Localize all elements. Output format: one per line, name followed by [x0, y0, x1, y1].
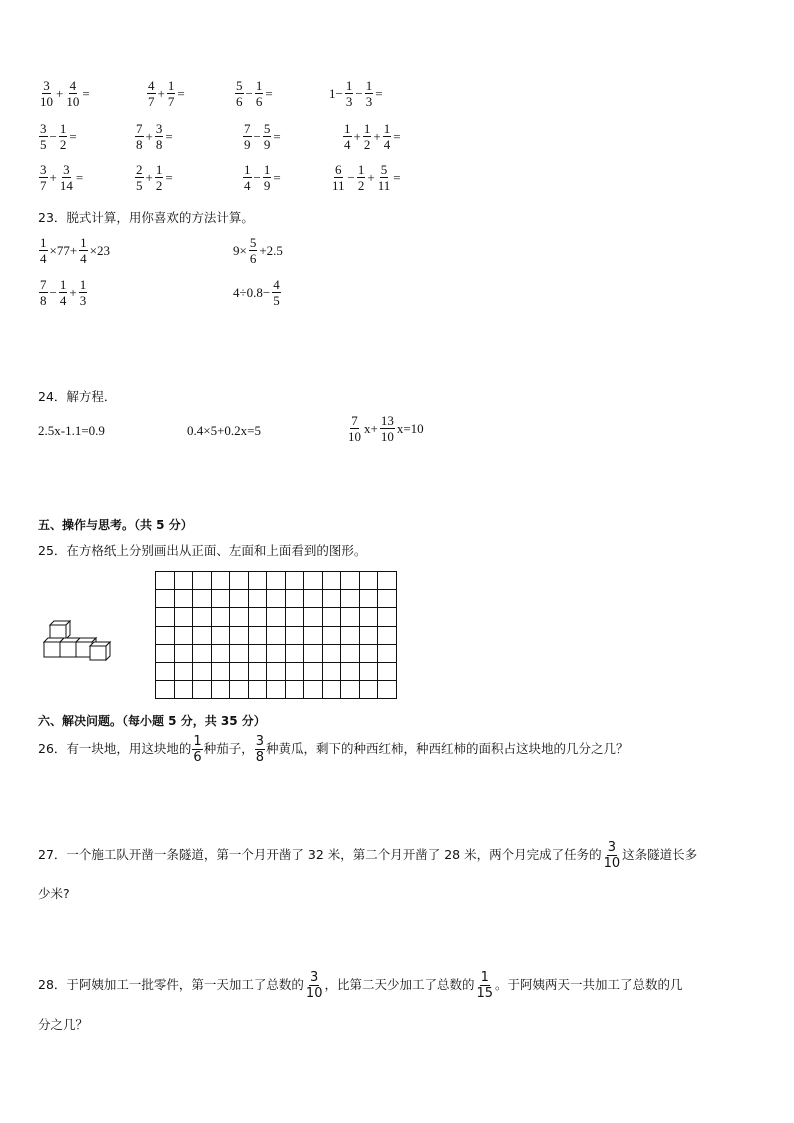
fraction-denominator: 5	[40, 137, 47, 152]
q26-mid: 种茄子，	[203, 741, 254, 756]
operator: =	[75, 170, 84, 185]
fraction-numerator: 4	[273, 277, 280, 292]
grid-row	[156, 608, 397, 626]
q26-post: 种黄瓜，剩下的种西红柿，种西红柿的面积占这块地的几分之几？	[266, 741, 629, 756]
fraction	[59, 277, 68, 308]
grid-cell[interactable]	[230, 590, 249, 608]
operator: −	[347, 170, 355, 185]
grid-cell[interactable]	[193, 662, 212, 680]
operator: −	[253, 129, 261, 144]
fraction-denominator: 6	[193, 750, 202, 765]
fraction-denominator: 9	[263, 137, 271, 152]
q26-fraction-1	[192, 734, 202, 765]
grid-cell[interactable]	[248, 662, 267, 680]
fraction-denominator: 4	[80, 251, 87, 266]
grid-cell[interactable]	[304, 572, 323, 590]
grid-cell[interactable]	[267, 681, 286, 699]
q28-fraction-2	[475, 970, 494, 1001]
grid-cell[interactable]	[285, 590, 304, 608]
grid-row	[156, 644, 397, 662]
grid-cell[interactable]	[322, 572, 341, 590]
grid-cell[interactable]	[378, 590, 397, 608]
grid-cell[interactable]	[285, 608, 304, 626]
operator: =	[273, 129, 281, 144]
fraction-numerator: 7	[351, 413, 358, 428]
grid-cell[interactable]	[378, 572, 397, 590]
fraction-numerator: 1	[193, 734, 202, 749]
fraction	[380, 413, 395, 444]
operator: 9×	[233, 243, 247, 258]
grid-cell[interactable]	[285, 572, 304, 590]
calc-expr	[146, 78, 186, 109]
fraction-denominator: 6	[255, 94, 263, 109]
grid-cell[interactable]	[174, 681, 193, 699]
calc-expr	[342, 121, 402, 152]
grid-row	[156, 662, 397, 680]
grid-cell[interactable]	[248, 608, 267, 626]
fraction-denominator: 10	[380, 429, 394, 444]
fraction	[383, 121, 392, 152]
fraction-numerator: 5	[249, 235, 257, 250]
calc-expr	[38, 121, 78, 152]
fraction-numerator: 7	[244, 121, 251, 136]
grid-cell[interactable]	[211, 626, 230, 644]
fraction-numerator: 1	[167, 78, 175, 93]
fraction-numerator: 1	[40, 235, 47, 250]
fraction-denominator: 4	[59, 293, 67, 308]
fraction	[331, 162, 346, 193]
operator: ×77+	[49, 243, 78, 258]
fraction-numerator: 3	[310, 970, 319, 985]
fraction	[59, 162, 74, 193]
fraction	[65, 78, 80, 109]
grid-cell[interactable]	[322, 608, 341, 626]
operator: =	[82, 86, 90, 101]
operator: +	[49, 170, 57, 185]
fraction-denominator: 2	[59, 137, 67, 152]
grid-cell[interactable]	[359, 662, 378, 680]
grid-cell[interactable]	[156, 662, 175, 680]
operator: +	[157, 86, 165, 101]
section-six-title: 六、解决问题。（每小题 5 分，共 35 分）	[38, 714, 266, 728]
grid-cell[interactable]	[267, 572, 286, 590]
q26-text	[38, 734, 629, 765]
grid-cell[interactable]	[304, 644, 323, 662]
fraction-numerator: 3	[40, 121, 47, 136]
fraction-numerator: 1	[263, 162, 271, 177]
q27-text	[38, 840, 697, 871]
fraction	[135, 162, 144, 193]
fraction	[365, 78, 374, 109]
grid-cell[interactable]	[267, 626, 286, 644]
q27-line2: 少米?	[38, 886, 70, 901]
grid-cell[interactable]	[193, 644, 212, 662]
fraction	[345, 78, 354, 109]
q28-fraction-1	[305, 970, 324, 1001]
fraction	[347, 413, 362, 444]
fraction-numerator: 1	[357, 162, 365, 177]
grid-cell[interactable]	[156, 590, 175, 608]
operator: −	[355, 86, 363, 101]
fraction	[59, 121, 68, 152]
grid-cell[interactable]	[248, 572, 267, 590]
fraction	[167, 78, 176, 109]
operator: +	[145, 170, 153, 185]
fraction-numerator: 1	[480, 970, 489, 985]
grid-cell[interactable]	[174, 608, 193, 626]
grid-cell[interactable]	[267, 590, 286, 608]
grid-row	[156, 572, 397, 590]
fraction-denominator: 7	[148, 94, 155, 109]
operator: =	[165, 129, 173, 144]
fraction	[39, 162, 48, 193]
operator: =	[393, 170, 401, 185]
fraction-numerator: 6	[335, 162, 342, 177]
grid-cell[interactable]	[267, 608, 286, 626]
fraction-numerator: 5	[236, 78, 243, 93]
fraction	[272, 277, 281, 308]
grid-cell[interactable]	[359, 608, 378, 626]
operator: 1−	[329, 86, 343, 101]
fraction-numerator: 1	[383, 121, 391, 136]
grid-cell[interactable]	[322, 644, 341, 662]
grid-cell[interactable]	[211, 572, 230, 590]
operator: =	[265, 86, 273, 101]
grid-cell[interactable]	[230, 572, 249, 590]
grid-cell[interactable]	[304, 681, 323, 699]
grid-row	[156, 626, 397, 644]
grid-cell[interactable]	[193, 681, 212, 699]
grid-cell[interactable]	[193, 572, 212, 590]
grid-cell[interactable]	[341, 626, 360, 644]
fraction	[235, 78, 244, 109]
grid-cell[interactable]	[341, 572, 360, 590]
grid-cell[interactable]	[378, 662, 397, 680]
grid-cell[interactable]	[359, 644, 378, 662]
grid-cell[interactable]	[156, 626, 175, 644]
fraction-denominator: 14	[59, 178, 73, 193]
fraction-denominator: 4	[344, 137, 351, 152]
fraction-numerator: 1	[155, 162, 163, 177]
grid-cell[interactable]	[285, 644, 304, 662]
grid-cell[interactable]	[285, 681, 304, 699]
q23-title: 23．脱式计算，用你喜欢的方法计算。	[38, 210, 254, 225]
grid-cell[interactable]	[211, 662, 230, 680]
grid-cell[interactable]	[174, 626, 193, 644]
grid-cell[interactable]	[322, 662, 341, 680]
q24-eq3	[346, 413, 425, 444]
fraction-denominator: 10	[305, 986, 323, 1001]
fraction	[377, 162, 392, 193]
grid-cell[interactable]	[341, 590, 360, 608]
calc-expr	[328, 78, 384, 109]
fraction-numerator: 1	[80, 235, 87, 250]
fraction	[255, 78, 264, 109]
fraction	[263, 162, 272, 193]
fraction	[249, 235, 258, 266]
fraction-denominator: 10	[348, 429, 361, 444]
grid-cell[interactable]	[304, 590, 323, 608]
fraction	[363, 121, 372, 152]
fraction-numerator: 5	[380, 162, 388, 177]
calc-expr	[242, 121, 282, 152]
grid-cell[interactable]	[174, 644, 193, 662]
q23-expr	[232, 277, 282, 308]
grid-cell[interactable]	[378, 644, 397, 662]
grid-cell[interactable]	[341, 662, 360, 680]
operator: =	[69, 129, 77, 144]
fraction-denominator: 8	[136, 137, 143, 152]
operator: +	[56, 86, 64, 101]
grid-cell[interactable]	[211, 608, 230, 626]
fraction-denominator: 2	[363, 137, 371, 152]
grid-cell[interactable]	[230, 662, 249, 680]
grid-cell[interactable]	[322, 590, 341, 608]
fraction-numerator: 1	[79, 277, 87, 292]
grid-cell[interactable]	[378, 681, 397, 699]
q28-pre: 28．于阿姨加工一批零件，第一天加工了总数的	[38, 977, 304, 992]
fraction-denominator: 7	[40, 178, 47, 193]
operator: +	[373, 129, 381, 144]
fraction-denominator: 8	[155, 137, 163, 152]
grid-cell[interactable]	[156, 572, 175, 590]
grid-row	[156, 590, 397, 608]
fraction-denominator: 11	[332, 178, 345, 193]
fraction	[79, 277, 88, 308]
operator: +	[367, 170, 375, 185]
fraction-denominator: 2	[155, 178, 163, 193]
grid-cell[interactable]	[341, 681, 360, 699]
grid-cell[interactable]	[156, 644, 175, 662]
operator: +	[145, 129, 153, 144]
grid-row	[156, 681, 397, 699]
fraction	[263, 121, 272, 152]
grid-cell[interactable]	[156, 608, 175, 626]
fraction	[343, 121, 352, 152]
fraction	[39, 277, 48, 308]
fraction-denominator: 10	[66, 94, 80, 109]
fraction-numerator: 3	[43, 78, 50, 93]
q28-mid: ，比第二天少加工了总数的	[324, 977, 475, 992]
fraction-denominator: 3	[79, 293, 87, 308]
fraction	[243, 162, 252, 193]
grid-cell[interactable]	[156, 681, 175, 699]
fraction-numerator: 1	[345, 78, 353, 93]
fraction-numerator: 2	[136, 162, 143, 177]
grid-cell[interactable]	[230, 644, 249, 662]
fraction-numerator: 1	[244, 162, 251, 177]
fraction	[155, 162, 164, 193]
fraction	[39, 235, 48, 266]
operator: −	[49, 129, 57, 144]
grid-cell[interactable]	[285, 662, 304, 680]
grid-cell[interactable]	[230, 608, 249, 626]
q28-post: 。于阿姨两天一共加工了总数的几	[495, 977, 683, 992]
fraction	[357, 162, 366, 193]
fraction-numerator: 4	[69, 78, 77, 93]
fraction-denominator: 5	[273, 293, 280, 308]
q25-title: 25．在方格纸上分别画出从正面、左面和上面看到的图形。	[38, 543, 367, 558]
operator: =	[165, 170, 173, 185]
grid-cell[interactable]	[193, 608, 212, 626]
grid-cell[interactable]	[304, 608, 323, 626]
grid-cell[interactable]	[193, 590, 212, 608]
operator: =	[273, 170, 281, 185]
fraction-denominator: 3	[345, 94, 353, 109]
operator: 4÷0.8−	[233, 285, 271, 300]
q23-expr	[38, 235, 111, 266]
grid-cell[interactable]	[248, 681, 267, 699]
grid-cell[interactable]	[267, 644, 286, 662]
grid-cell[interactable]	[211, 644, 230, 662]
grid-cell[interactable]	[267, 662, 286, 680]
fraction	[39, 78, 54, 109]
fraction-numerator: 1	[363, 121, 371, 136]
q27-fraction-1	[603, 840, 622, 871]
fraction	[243, 121, 252, 152]
fraction-denominator: 10	[603, 856, 621, 871]
fraction-denominator: 11	[377, 178, 391, 193]
grid-cell[interactable]	[341, 608, 360, 626]
fraction-denominator: 4	[383, 137, 391, 152]
grid-cell[interactable]	[174, 590, 193, 608]
grid-cell[interactable]	[359, 572, 378, 590]
fraction-denominator: 3	[365, 94, 373, 109]
grid-cell[interactable]	[211, 681, 230, 699]
q27-post: 这条隧道长多	[622, 847, 698, 862]
fraction-numerator: 3	[255, 734, 264, 749]
fraction-numerator: 1	[344, 121, 351, 136]
grid-cell[interactable]	[248, 644, 267, 662]
fraction-denominator: 8	[40, 293, 47, 308]
fraction-denominator: 6	[236, 94, 243, 109]
section-five-title: 五、操作与思考。（共 5 分）	[38, 518, 193, 532]
calc-expr	[242, 162, 282, 193]
calc-expr	[330, 162, 402, 193]
fraction-numerator: 3	[40, 162, 47, 177]
q26-fraction-2	[255, 734, 265, 765]
grid-table	[155, 571, 397, 699]
q24-eq2: 0.4×5+0.2x=5	[187, 423, 261, 438]
grid-cell[interactable]	[304, 662, 323, 680]
fraction-denominator: 2	[357, 178, 365, 193]
fraction	[79, 235, 88, 266]
q28-line2: 分之几？	[38, 1017, 89, 1032]
q23-expr	[232, 235, 284, 266]
grid-cell[interactable]	[378, 608, 397, 626]
grid-cell[interactable]	[322, 626, 341, 644]
operator: x+	[364, 421, 378, 436]
calc-expr	[134, 162, 174, 193]
fraction-denominator: 15	[476, 986, 494, 1001]
fraction	[147, 78, 156, 109]
fraction-denominator: 8	[255, 750, 264, 765]
grid-cell[interactable]	[304, 626, 323, 644]
grid-cell[interactable]	[230, 681, 249, 699]
calc-expr	[38, 78, 91, 109]
fraction-numerator: 1	[365, 78, 373, 93]
operator: −	[253, 170, 261, 185]
q24-eq1: 2.5x-1.1=0.9	[38, 423, 105, 438]
fraction-numerator: 13	[380, 413, 394, 428]
calc-expr	[134, 121, 174, 152]
calc-expr	[234, 78, 274, 109]
grid-cell[interactable]	[359, 681, 378, 699]
grid-cell[interactable]	[359, 590, 378, 608]
operator: =	[375, 86, 383, 101]
fraction-numerator: 5	[263, 121, 271, 136]
q24-title: 24．解方程．	[38, 389, 117, 404]
operator: =	[393, 129, 401, 144]
operator: +2.5	[259, 243, 283, 258]
grid-cell[interactable]	[378, 626, 397, 644]
operator: ×23	[89, 243, 111, 258]
grid-cell[interactable]	[193, 626, 212, 644]
grid-cell[interactable]	[322, 681, 341, 699]
fraction-numerator: 1	[255, 78, 263, 93]
fraction-numerator: 3	[607, 840, 617, 855]
calc-expr	[38, 162, 84, 193]
fraction-numerator: 1	[59, 277, 67, 292]
grid-cell[interactable]	[230, 626, 249, 644]
q26-pre: 26．有一块地，用这块地的	[38, 741, 192, 756]
fraction-denominator: 9	[263, 178, 271, 193]
operator: +	[353, 129, 361, 144]
operator: −	[245, 86, 253, 101]
fraction-denominator: 10	[40, 94, 53, 109]
fraction-denominator: 5	[136, 178, 143, 193]
fraction-denominator: 4	[244, 178, 251, 193]
fraction	[135, 121, 144, 152]
fraction-numerator: 3	[63, 162, 70, 177]
fraction-denominator: 4	[40, 251, 47, 266]
q28-text	[38, 970, 683, 1001]
grid-cell[interactable]	[341, 644, 360, 662]
fraction-numerator: 4	[148, 78, 155, 93]
fraction-denominator: 9	[244, 137, 251, 152]
operator: −	[49, 285, 57, 300]
fraction	[39, 121, 48, 152]
grid-cell[interactable]	[248, 626, 267, 644]
grid-cell[interactable]	[248, 590, 267, 608]
grid-cell[interactable]	[174, 572, 193, 590]
fraction-numerator: 7	[40, 277, 47, 292]
grid-cell[interactable]	[211, 590, 230, 608]
grid-paper[interactable]	[155, 571, 397, 699]
cube-stack-figure	[40, 620, 122, 662]
operator: +	[69, 285, 77, 300]
fraction-denominator: 7	[167, 94, 175, 109]
fraction-numerator: 1	[59, 121, 67, 136]
fraction-denominator: 6	[249, 251, 257, 266]
grid-cell[interactable]	[359, 626, 378, 644]
fraction	[155, 121, 164, 152]
q23-expr	[38, 277, 88, 308]
operator: =	[177, 86, 185, 101]
fraction-numerator: 7	[136, 121, 143, 136]
fraction-numerator: 3	[155, 121, 163, 136]
operator: x=10	[396, 421, 424, 436]
grid-cell[interactable]	[174, 662, 193, 680]
grid-cell[interactable]	[285, 626, 304, 644]
q27-pre: 27．一个施工队开凿一条隧道，第一个月开凿了 32 米，第二个月开凿了 28 米，两个月完成了任务的	[38, 847, 602, 862]
